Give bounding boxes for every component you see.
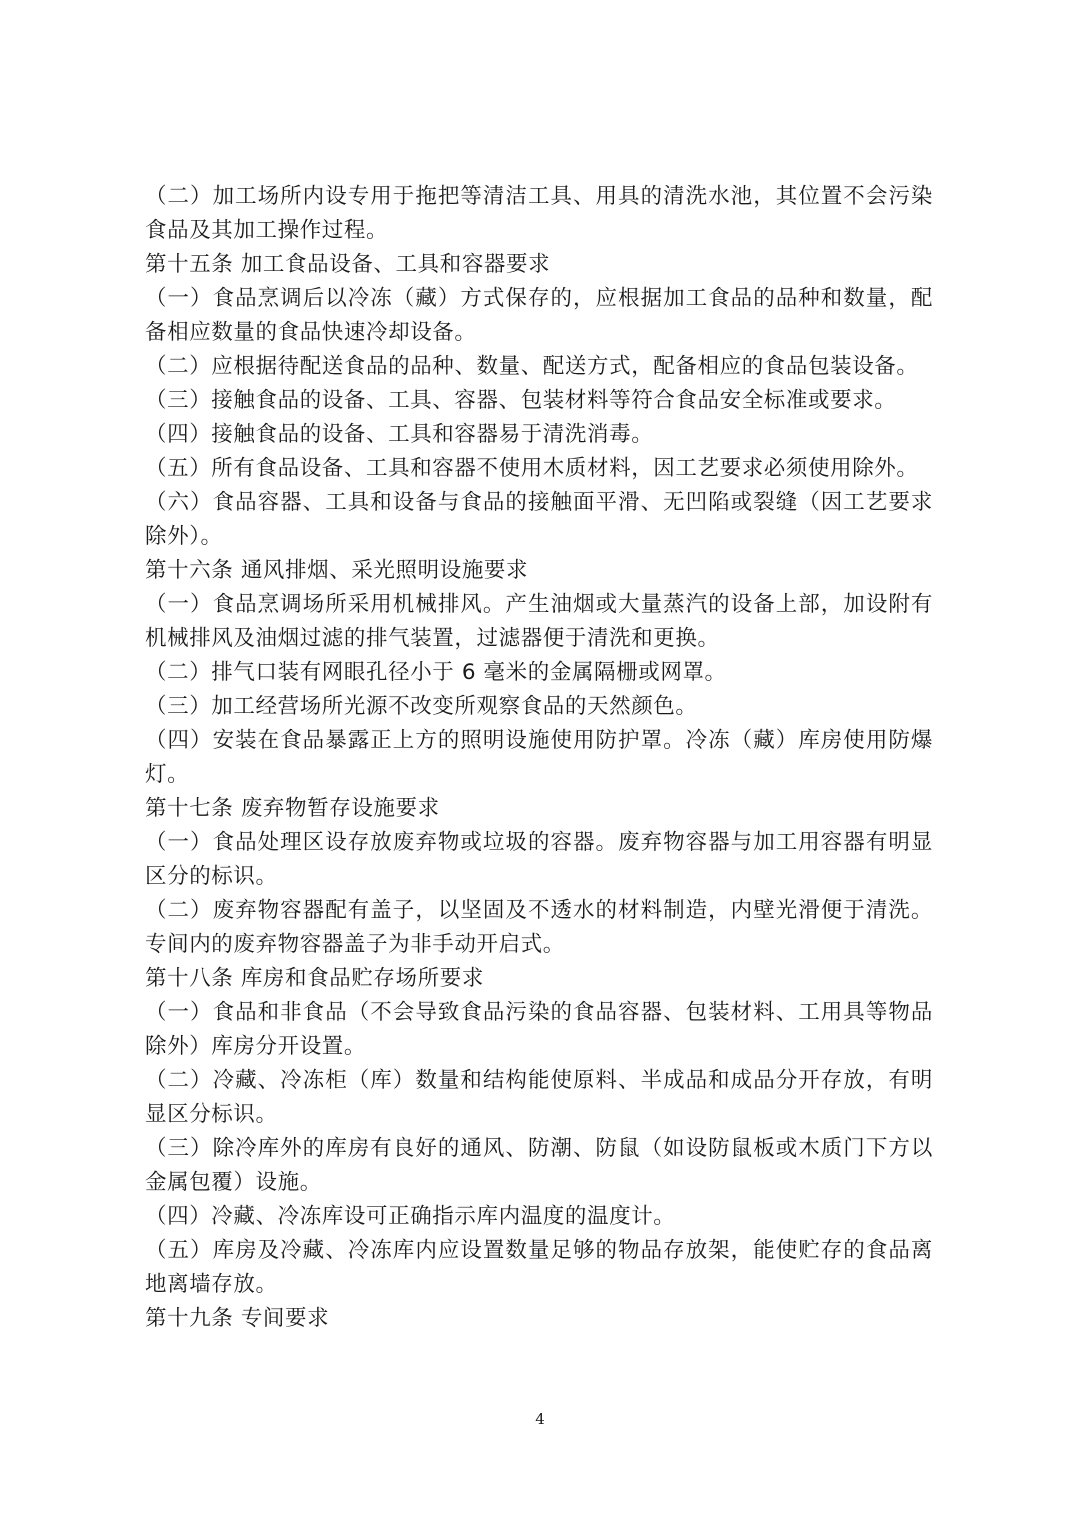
clause-paragraph: （五）所有食品设备、工具和容器不使用木质材料，因工艺要求必须使用除外。 — [145, 456, 919, 481]
clause-paragraph: （三）加工经营场所光源不改变所观察食品的天然颜色。 — [145, 694, 698, 719]
clause-paragraph: （二）废弃物容器配有盖子，以坚固及不透水的材料制造，内壁光滑便于清洗。专间内的废弃物容器盖子为非手动开启式。 — [145, 898, 933, 957]
clause-paragraph: （二）排气口装有网眼孔径小于 6 毫米的金属隔栅或网罩。 — [145, 660, 727, 685]
clause-paragraph: （二）应根据待配送食品的品种、数量、配送方式，配备相应的食品包装设备。 — [145, 354, 919, 379]
clause-paragraph: （三）接触食品的设备、工具、容器、包装材料等符合食品安全标准或要求。 — [145, 388, 897, 413]
clause-paragraph: （一）食品烹调场所采用机械排风。产生油烟或大量蒸汽的设备上部，加设附有机械排风及油烟过滤的排气装置，过滤器便于清洗和更换。 — [145, 592, 933, 651]
article-heading: 第十七条 废弃物暂存设施要求 — [145, 796, 440, 821]
article-heading: 第十六条 通风排烟、采光照明设施要求 — [145, 558, 529, 583]
clause-paragraph: （二）加工场所内设专用于拖把等清洁工具、用具的清洗水池，其位置不会污染食品及其加工操作过程。 — [145, 184, 933, 243]
clause-paragraph: （二）冷藏、冷冻柜（库）数量和结构能使原料、半成品和成品分开存放，有明显区分标识。 — [145, 1068, 933, 1127]
clause-paragraph: （一）食品烹调后以冷冻（藏）方式保存的，应根据加工食品的品种和数量，配备相应数量的食品快速冷却设备。 — [145, 286, 933, 345]
article-heading: 第十八条 库房和食品贮存场所要求 — [145, 966, 484, 991]
article-heading: 第十九条 专间要求 — [145, 1306, 330, 1331]
clause-paragraph: （三）除冷库外的库房有良好的通风、防潮、防鼠（如设防鼠板或木质门下方以金属包覆）设施。 — [145, 1136, 933, 1195]
clause-paragraph: （一）食品处理区设存放废弃物或垃圾的容器。废弃物容器与加工用容器有明显区分的标识。 — [145, 830, 933, 889]
clause-paragraph: （四）冷藏、冷冻库设可正确指示库内温度的温度计。 — [145, 1204, 676, 1229]
clause-paragraph: （五）库房及冷藏、冷冻库内应设置数量足够的物品存放架，能使贮存的食品离地离墙存放。 — [145, 1238, 933, 1297]
page-number: 4 — [535, 1410, 545, 1428]
clause-paragraph: （四）接触食品的设备、工具和容器易于清洗消毒。 — [145, 422, 654, 447]
clause-paragraph: （六）食品容器、工具和设备与食品的接触面平滑、无凹陷或裂缝（因工艺要求除外）。 — [145, 490, 933, 549]
clause-paragraph: （四）安装在食品暴露正上方的照明设施使用防护罩。冷冻（藏）库房使用防爆灯。 — [145, 728, 933, 787]
clause-paragraph: （一）食品和非食品（不会导致食品污染的食品容器、包装材料、工用具等物品除外）库房分开设置。 — [145, 1000, 933, 1059]
article-heading: 第十五条 加工食品设备、工具和容器要求 — [145, 252, 551, 277]
document-body — [145, 180, 933, 1336]
